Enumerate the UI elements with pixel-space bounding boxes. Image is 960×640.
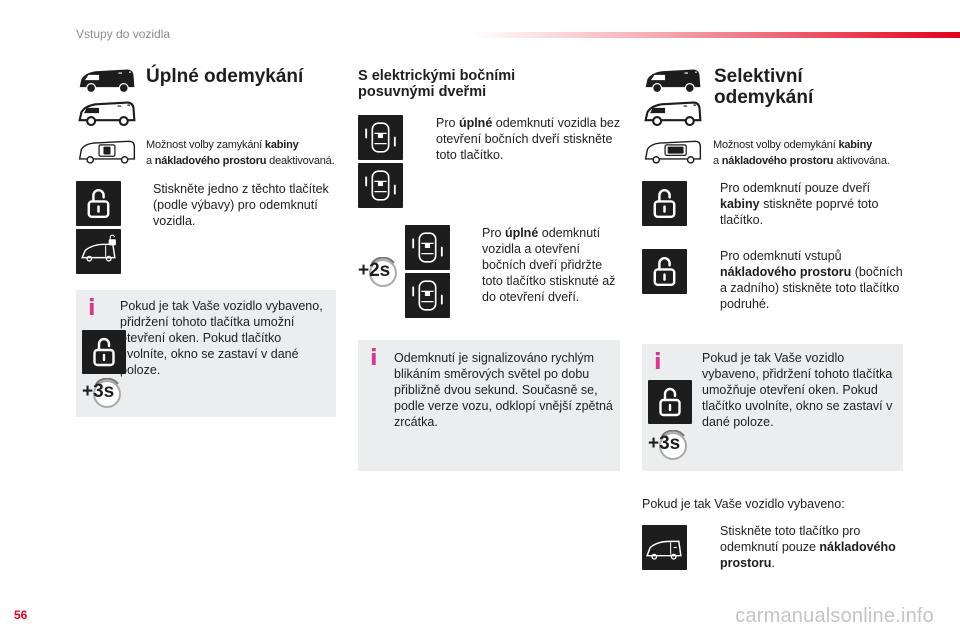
- instruction-bullet: Stiskněte jedno z těchto tlačítek (podle výbavy) pro odemknutí vozidla.: [153, 182, 329, 228]
- unlock-button-icon: [642, 249, 687, 294]
- van-rear-unlock-icon: [76, 229, 121, 274]
- van-side-icon: [642, 66, 704, 96]
- header-accent-line: [470, 32, 960, 38]
- watermark: carmanualsonline.info: [735, 605, 934, 627]
- van-outline-icon: [642, 99, 704, 129]
- info-icon: i: [370, 346, 378, 371]
- info-panel: [76, 290, 336, 417]
- van-outline-icon: [76, 99, 138, 129]
- timer-label: +3s: [648, 433, 681, 454]
- van-side-icon: [76, 66, 138, 96]
- unlock-button-icon: [648, 380, 692, 424]
- unlock-button-icon: [642, 181, 687, 226]
- sliding-door-icon: [358, 163, 403, 208]
- timer-label: +2s: [358, 260, 391, 281]
- info-text: Pokud je tak Vaše vozidlo vybaveno, přidržení tohoto tlačítka umožňuje otevření oken. Pokud tlačítko uvolníte, okno se zastaví v dané poloze.: [702, 351, 893, 429]
- info-panel: [642, 344, 903, 471]
- option-note: Možnost volby zamykání kabiny a nákladového prostoru deaktivovaná.: [146, 139, 335, 167]
- section-title-sliding-doors: S elektrickými bočními posuvnými dveřmi: [358, 68, 516, 100]
- equipment-note: Pokud je tak Vaše vozidlo vybaveno:: [642, 497, 845, 511]
- instruction-bullet: Stiskněte toto tlačítko pro odemknutí pouze nákladového prostoru.: [720, 524, 896, 570]
- section-title-full-unlock: Úplné odemykání: [146, 66, 304, 87]
- unlock-button-icon: [76, 181, 121, 226]
- instruction-bullet: Pro odemknutí vstupů nákladového prostoru (bočních a zadního) stiskněte toto tlačítko podruhé.: [720, 249, 903, 311]
- chapter-title: Vstupy do vozidla: [76, 27, 171, 41]
- key-fob-icon: [642, 136, 704, 166]
- van-rear-unlock-icon: [642, 525, 687, 570]
- timer-label: +3s: [82, 381, 115, 402]
- option-note: Možnost volby odemykání kabiny a nákladového prostoru aktivována.: [713, 139, 890, 167]
- sliding-door-icon: [358, 115, 403, 160]
- key-fob-icon: [76, 136, 138, 166]
- sliding-door-icon: [405, 273, 450, 318]
- instruction-bullet: Pro úplné odemknutí vozidla bez otevření bočních dveří stiskněte toto tlačítko.: [436, 116, 621, 162]
- instruction-bullet: Pro odemknutí pouze dveří kabiny stiskněte poprvé toto tlačítko.: [720, 181, 879, 227]
- info-panel: [358, 340, 620, 471]
- info-text: Pokud je tak Vaše vozidlo vybaveno, přidržení tohoto tlačítka umožní otevření oken. Pokud tlačítko uvolníte, okno se zastaví v dané poloze.: [120, 299, 323, 377]
- info-icon: i: [654, 350, 662, 375]
- instruction-bullet: Pro úplné odemknutí vozidla a otevření bočních dveří přidržte toto tlačítko stisknuté až do otevření dveří.: [482, 226, 616, 304]
- sliding-door-icon: [405, 225, 450, 270]
- info-icon: i: [88, 296, 96, 321]
- section-title-selective-unlock: Selektivní odemykání: [714, 66, 814, 108]
- page-number: 56: [14, 608, 28, 622]
- info-text: Odemknutí je signalizováno rychlým blikáním směrových světel po dobu přibližně dvou sekund. Současně se, podle verze vozu, odklopí vnější zpětná zrcátka.: [394, 351, 613, 429]
